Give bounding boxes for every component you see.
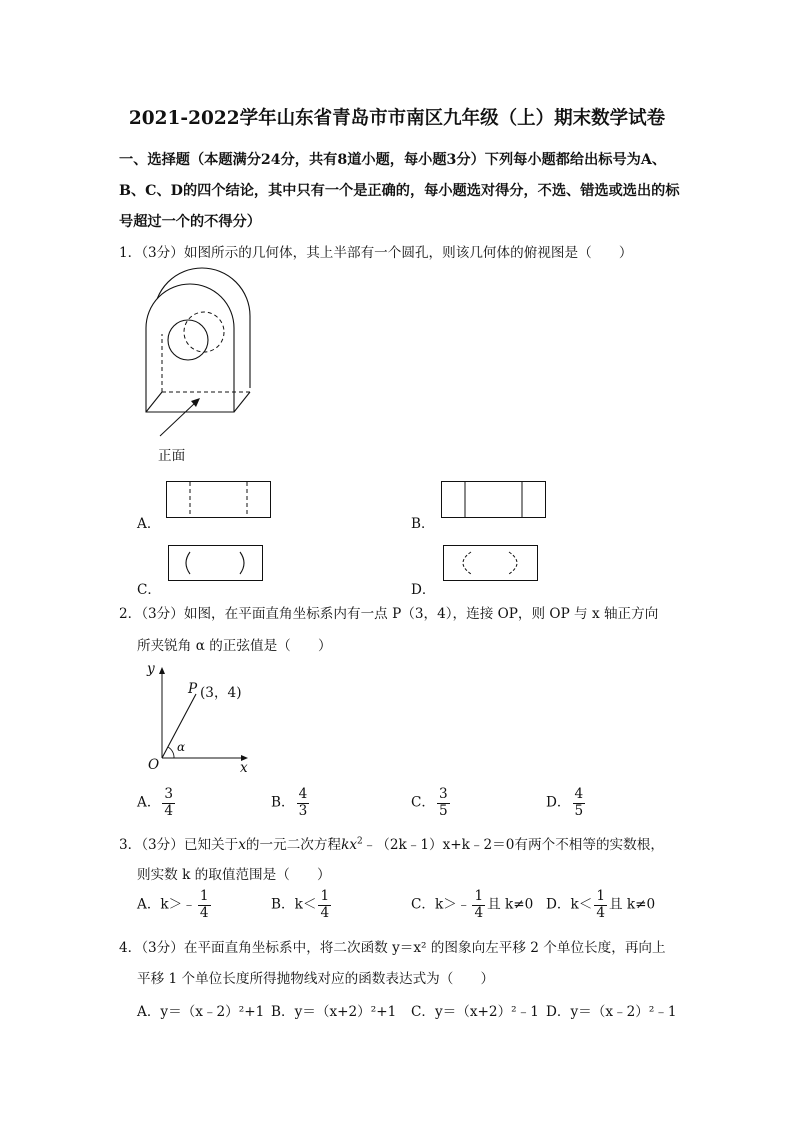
q1-option-c-label: C． [137,582,161,598]
question-4-line2: 平移 1 个单位长度所得抛物线对应的函数表达式为（ ） [137,971,495,987]
q2-x-axis-label: x [240,760,248,776]
question-2-line2: 所夹锐角 α 的正弦值是（ ） [137,638,332,654]
q1-option-a-figure [166,481,272,519]
question-3-line2: 则实数 k 的取值范围是（ ） [137,867,331,883]
q2-option-a: A． $\frac{3}{4}$ [137,786,174,819]
q2-option-b: B． $\frac{4}{3}$ [271,786,308,819]
q1-option-a-label: A． [137,516,161,532]
q1-option-b-label: B． [411,516,435,532]
question-2-line1: 2．（3分）如图，在平面直角坐标系内有一点 P（3，4），连接 OP，则 OP 与 x 轴正方向 [119,606,659,622]
q2-y-axis-label: y [147,661,155,677]
q1-option-d-figure [443,545,539,583]
page-title: 2021-2022学年山东省青岛市市南区九年级（上）期末数学试卷 [128,108,666,129]
question-3-line1: 3．（3分）已知关于x的一元二次方程$kx^2﹣(2k﹣1)x+k﹣2=0$有两个不相等的实数根， [119,836,664,853]
q1-option-b-figure [441,481,547,519]
q2-point-coords: (3，4) [200,685,242,701]
q1-front-label: 正面 [158,448,186,464]
q3-option-a: A．k＞﹣ $\frac{1}{4}$ [137,888,209,921]
q4-option-b: B．y＝（x+2）²+1 [271,1004,397,1020]
q1-solid-figure [140,268,260,468]
q2-point-label: P [188,681,198,697]
q3-option-d: D．k＜ $\frac{1}{4}$ 且 k≠0 [546,888,656,921]
q4-option-d: D．y＝（x﹣2）²﹣1 [546,1004,677,1020]
q3-option-b: B．k＜ $\frac{1}{4}$ [271,888,330,921]
section-instructions-line3: 号超过一个的不得分） [119,214,261,230]
q3-option-c: C．k＞﹣ $\frac{1}{4}$ 且 k≠0 [411,888,534,921]
q2-alpha-label: α [177,740,186,754]
section-instructions-line2: B、C、D的四个结论，其中只有一个是正确的，每小题选对得分，不选、错选或选出的标 [119,183,680,199]
question-1-text: 1．（3分）如图所示的几何体，其上半部有一个圆孔，则该几何体的俯视图是（ ） [119,245,633,261]
question-4-line1: 4．（3分）在平面直角坐标系中，将二次函数 y＝x² 的图象向左平移 2 个单位长度，再向上 [119,940,666,956]
q2-option-c: C． $\frac{3}{5}$ [411,786,448,819]
q4-option-a: A．y＝（x﹣2）²+1 [137,1004,265,1020]
q2-origin-label: O [148,757,160,773]
q1-option-c-figure [168,545,264,583]
q4-option-c: C．y＝（x+2）²﹣1 [411,1004,539,1020]
q1-option-d-label: D． [411,582,436,598]
section-instructions-line1: 一、选择题（本题满分24分，共有8道小题，每小题3分）下列每小题都给出标号为A、 [119,152,667,168]
q2-option-d: D． $\frac{4}{5}$ [546,786,584,819]
